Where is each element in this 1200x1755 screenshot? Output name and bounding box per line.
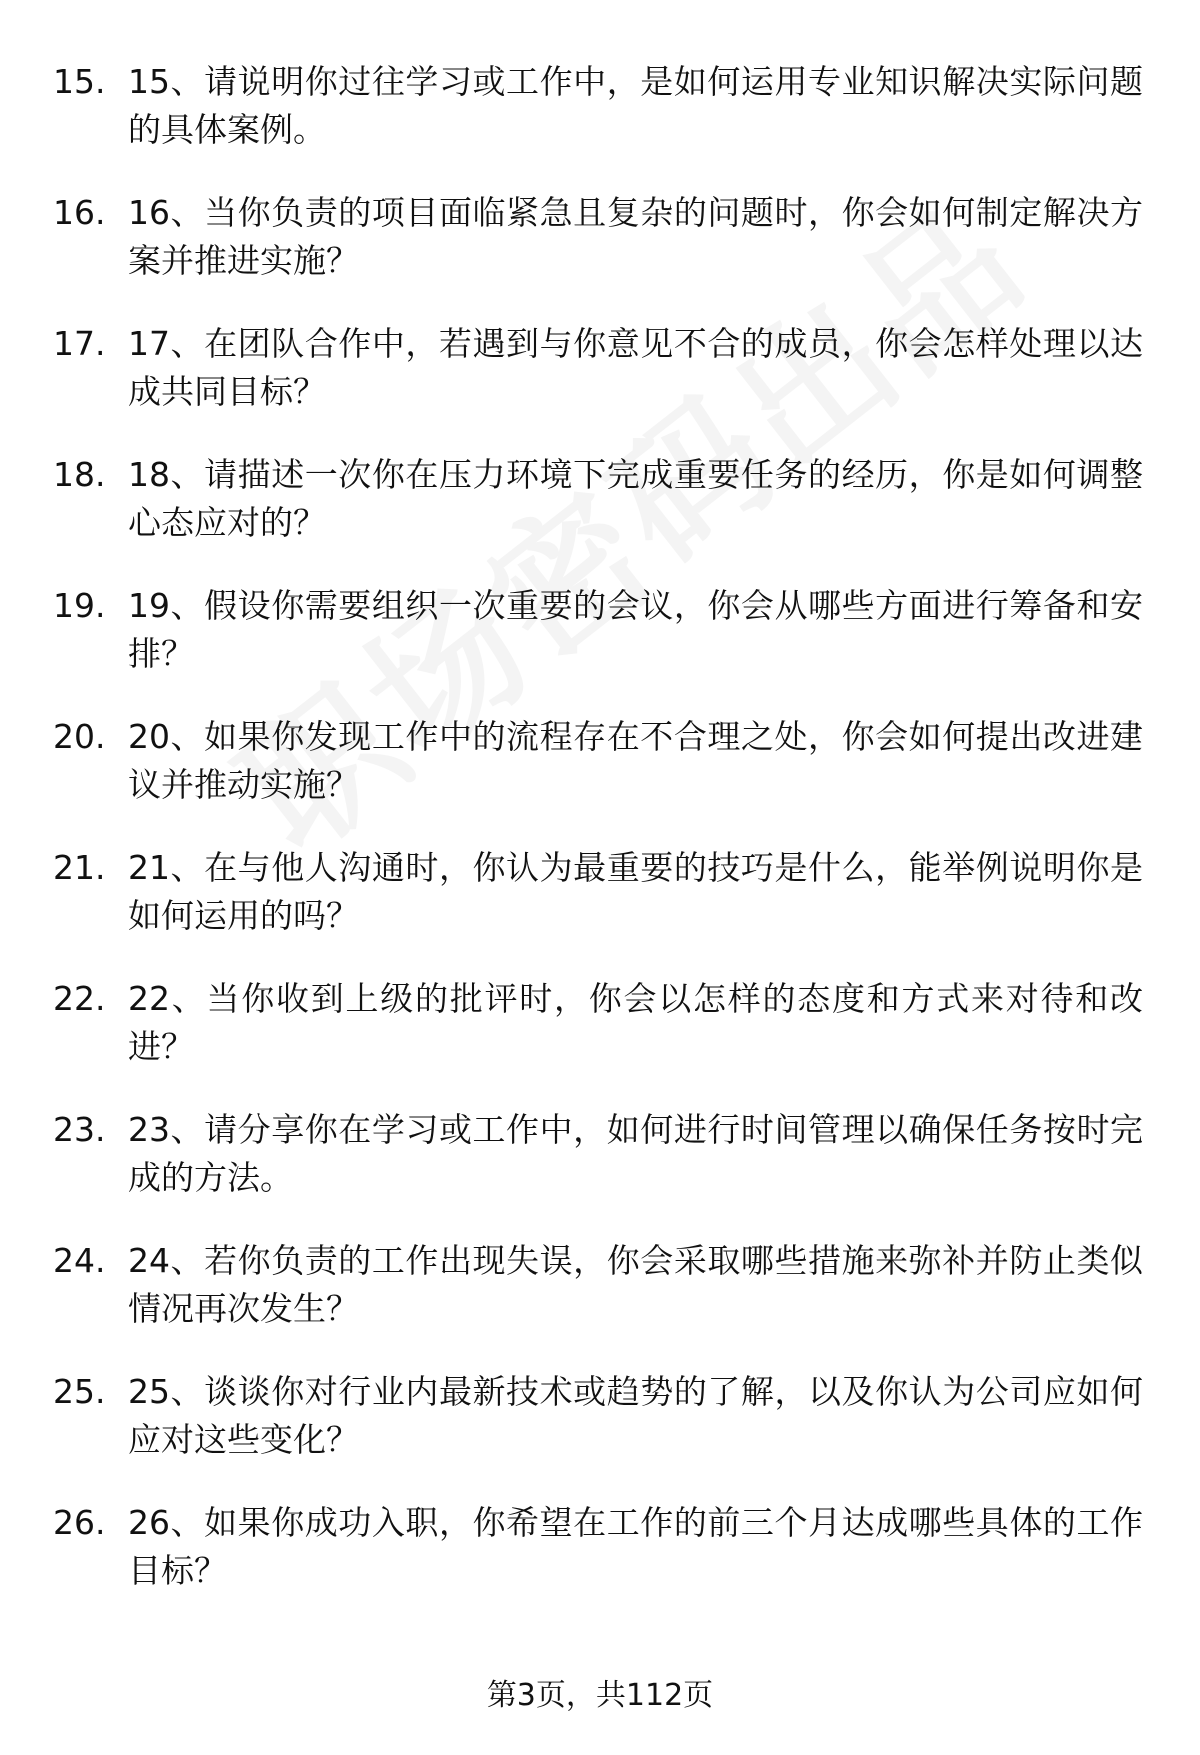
question-text: 22、当你收到上级的批评时，你会以怎样的态度和方式来对待和改进？ (128, 979, 1143, 1066)
page-number-label: 第3页，共112页 (486, 1678, 714, 1713)
question-number: 23. (53, 1110, 106, 1149)
question-text: 24、若你负责的工作出现失误，你会采取哪些措施来弥补并防止类似情况再次发生？ (128, 1241, 1143, 1328)
question-text: 15、请说明你过往学习或工作中，是如何运用专业知识解决实际问题的具体案例。 (128, 62, 1143, 149)
list-item (0, 451, 1200, 582)
list-item (0, 975, 1200, 1106)
question-number: 16. (53, 193, 106, 232)
list-item (0, 58, 1200, 189)
question-number: 26. (53, 1503, 106, 1542)
question-number: 24. (53, 1241, 106, 1280)
list-item (0, 1106, 1200, 1237)
question-text: 26、如果你成功入职，你希望在工作的前三个月达成哪些具体的工作目标？ (128, 1503, 1143, 1590)
list-item (0, 1368, 1200, 1499)
list-item (0, 320, 1200, 451)
question-text: 20、如果你发现工作中的流程存在不合理之处，你会如何提出改进建议并推动实施？ (128, 717, 1143, 804)
question-text: 19、假设你需要组织一次重要的会议，你会从哪些方面进行筹备和安排？ (128, 586, 1143, 673)
question-number: 21. (53, 848, 106, 887)
question-number: 20. (53, 717, 106, 756)
question-text: 23、请分享你在学习或工作中，如何进行时间管理以确保任务按时完成的方法。 (128, 1110, 1143, 1197)
question-number: 25. (53, 1372, 106, 1411)
question-text: 25、谈谈你对行业内最新技术或趋势的了解，以及你认为公司应如何应对这些变化？ (128, 1372, 1143, 1459)
question-number: 17. (53, 324, 106, 363)
question-number: 15. (53, 62, 106, 101)
question-number: 22. (53, 979, 106, 1018)
question-text: 18、请描述一次你在压力环境下完成重要任务的经历，你是如何调整心态应对的？ (128, 455, 1143, 542)
question-number: 19. (53, 586, 106, 625)
page-footer (0, 1676, 1200, 1716)
list-item (0, 582, 1200, 713)
question-list (0, 58, 1200, 1630)
question-number: 18. (53, 455, 106, 494)
question-text: 17、在团队合作中，若遇到与你意见不合的成员，你会怎样处理以达成共同目标？ (128, 324, 1143, 411)
list-item (0, 713, 1200, 844)
question-text: 16、当你负责的项目面临紧急且复杂的问题时，你会如何制定解决方案并推进实施？ (128, 193, 1143, 280)
list-item (0, 1237, 1200, 1368)
list-item (0, 844, 1200, 975)
question-text: 21、在与他人沟通时，你认为最重要的技巧是什么，能举例说明你是如何运用的吗？ (128, 848, 1143, 935)
list-item (0, 189, 1200, 320)
list-item (0, 1499, 1200, 1630)
